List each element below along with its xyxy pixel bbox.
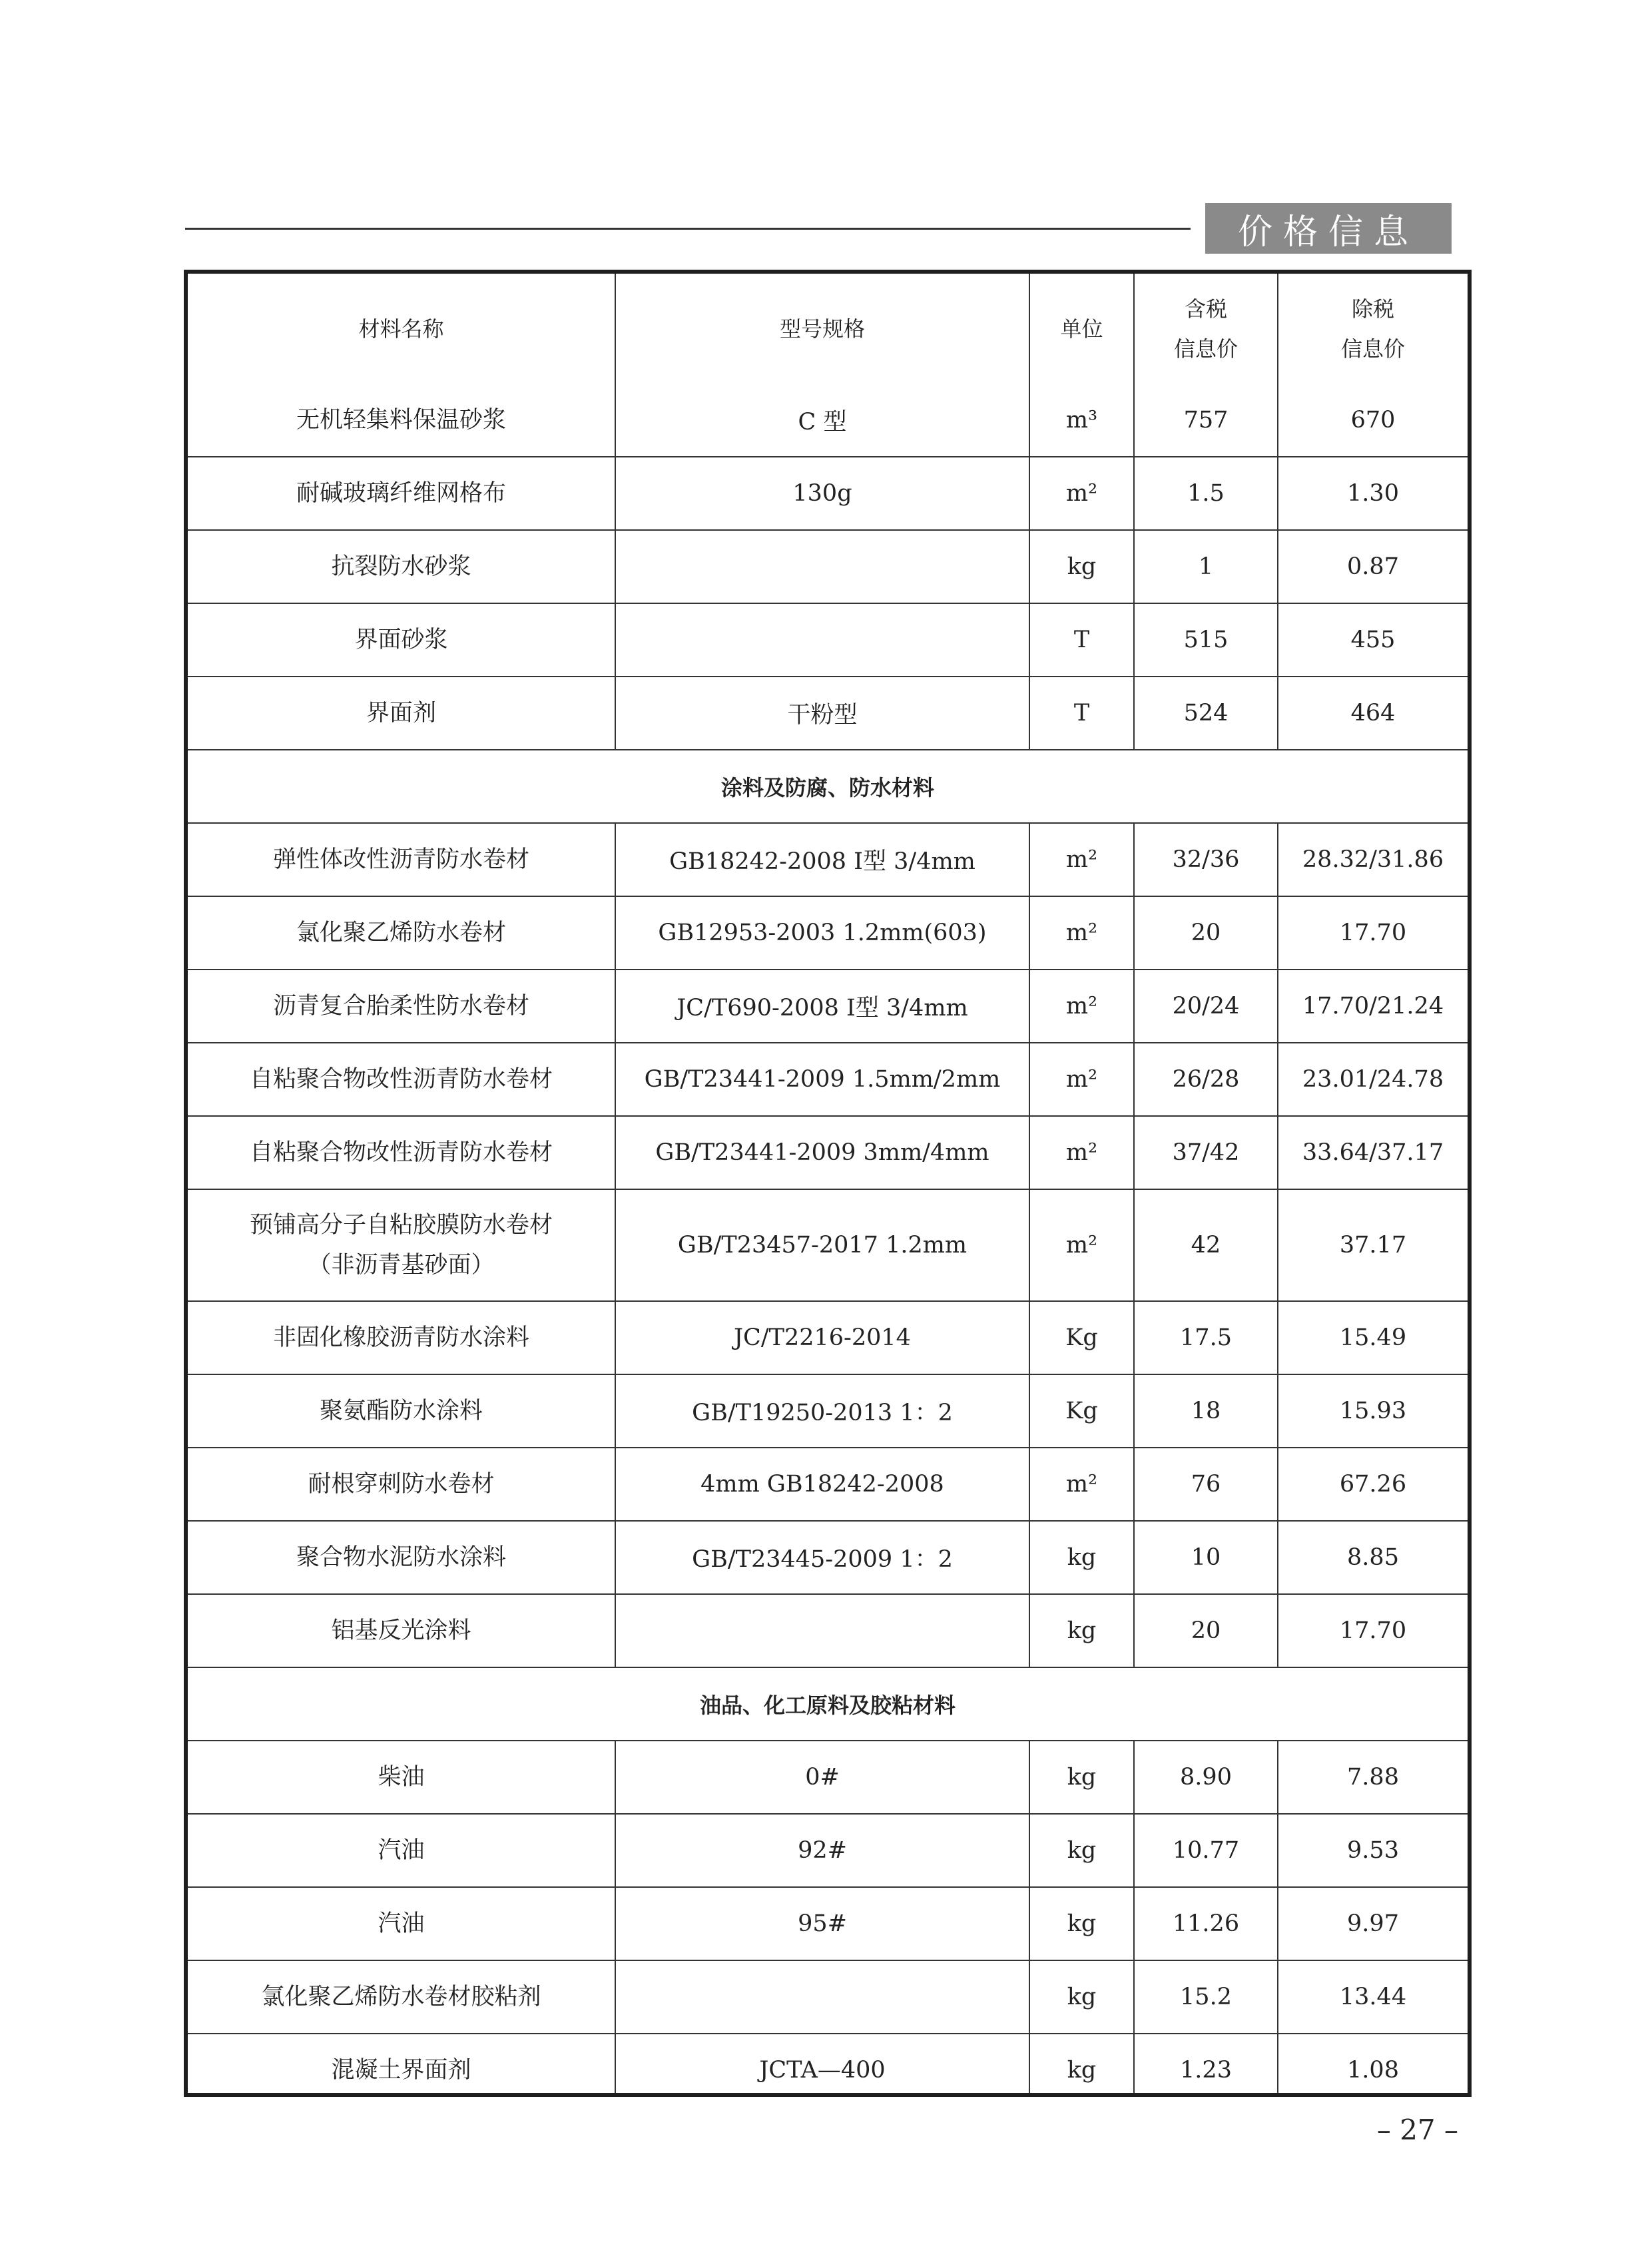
category-row	[188, 1667, 1468, 1741]
material-name-cell: 非固化橡胶沥青防水涂料	[188, 1301, 615, 1374]
tax-exclusive-price-cell: 9.97	[1278, 1887, 1468, 1960]
price-table	[188, 274, 1468, 2097]
unit-cell: kg	[1029, 1814, 1134, 1887]
table-row	[188, 1814, 1468, 1887]
table-row	[188, 530, 1468, 603]
material-name-cell: 耐碱玻璃纤维网格布	[188, 457, 615, 530]
section-title-tab	[1205, 203, 1452, 254]
section-title: 价格信息	[1237, 212, 1419, 252]
header-name: 材料名称	[188, 274, 615, 384]
tax-exclusive-price-cell: 8.85	[1278, 1521, 1468, 1594]
material-name-cell: 柴油	[188, 1741, 615, 1814]
spec-cell: GB/T19250-2013 1：2	[615, 1374, 1029, 1448]
material-name-cell: 自粘聚合物改性沥青防水卷材	[188, 1043, 615, 1116]
spec-cell: 130g	[615, 457, 1029, 530]
tax-exclusive-price-cell: 17.70/21.24	[1278, 970, 1468, 1043]
tax-inclusive-price-cell: 26/28	[1134, 1043, 1278, 1116]
tax-exclusive-price-cell: 9.53	[1278, 1814, 1468, 1887]
tax-inclusive-price-cell: 17.5	[1134, 1301, 1278, 1374]
unit-cell: kg	[1029, 1741, 1134, 1814]
spec-cell	[615, 603, 1029, 677]
unit-cell: kg	[1029, 530, 1134, 603]
unit-cell: kg	[1029, 1594, 1134, 1667]
tax-inclusive-price-cell: 20/24	[1134, 970, 1278, 1043]
table-row	[188, 1887, 1468, 1960]
unit-cell: m²	[1029, 457, 1134, 530]
tax-inclusive-price-cell: 10.77	[1134, 1814, 1278, 1887]
spec-cell: 干粉型	[615, 677, 1029, 750]
material-name-cell: 聚氨酯防水涂料	[188, 1374, 615, 1448]
tax-inclusive-price-cell: 1.23	[1134, 2034, 1278, 2097]
unit-cell: kg	[1029, 1521, 1134, 1594]
material-name-cell: 耐根穿刺防水卷材	[188, 1448, 615, 1521]
material-name-cell: 铝基反光涂料	[188, 1594, 615, 1667]
table-row	[188, 457, 1468, 530]
spec-cell	[615, 1960, 1029, 2034]
spec-cell: GB12953-2003 1.2mm(603)	[615, 896, 1029, 970]
table-row	[188, 1301, 1468, 1374]
table-row	[188, 677, 1468, 750]
tax-exclusive-price-cell: 67.26	[1278, 1448, 1468, 1521]
spec-cell: JC/T690-2008 Ⅰ型 3/4mm	[615, 970, 1029, 1043]
tax-exclusive-price-cell: 23.01/24.78	[1278, 1043, 1468, 1116]
tax-exclusive-price-cell: 670	[1278, 384, 1468, 457]
category-heading: 油品、化工原料及胶粘材料	[188, 1667, 1468, 1741]
tax-inclusive-price-cell: 18	[1134, 1374, 1278, 1448]
tax-exclusive-price-cell: 455	[1278, 603, 1468, 677]
unit-cell: m²	[1029, 1448, 1134, 1521]
material-name-cell	[188, 1189, 615, 1301]
header-tax-exclusive-price: 除税 信息价	[1278, 274, 1468, 384]
tax-inclusive-price-cell: 37/42	[1134, 1116, 1278, 1189]
material-name-cell: 汽油	[188, 1814, 615, 1887]
page-number: – 27 –	[1376, 2113, 1458, 2146]
tax-inclusive-price-cell: 20	[1134, 1594, 1278, 1667]
tax-exclusive-price-cell: 1.30	[1278, 457, 1468, 530]
tax-exclusive-price-cell: 33.64/37.17	[1278, 1116, 1468, 1189]
tax-exclusive-price-cell: 17.70	[1278, 896, 1468, 970]
tax-inclusive-price-cell: 1.5	[1134, 457, 1278, 530]
spec-cell: GB/T23441-2009 1.5mm/2mm	[615, 1043, 1029, 1116]
unit-cell: m²	[1029, 896, 1134, 970]
unit-cell: kg	[1029, 2034, 1134, 2097]
unit-cell: m²	[1029, 1043, 1134, 1116]
tax-inclusive-price-cell: 20	[1134, 896, 1278, 970]
spec-cell: JC/T2216-2014	[615, 1301, 1029, 1374]
unit-cell: kg	[1029, 1887, 1134, 1960]
table-body	[188, 384, 1468, 2097]
material-name-cell: 界面砂浆	[188, 603, 615, 677]
spec-cell: JCTA—400	[615, 2034, 1029, 2097]
material-name-cell: 汽油	[188, 1887, 615, 1960]
spec-cell: 0#	[615, 1741, 1029, 1814]
unit-cell: T	[1029, 677, 1134, 750]
spec-cell: GB/T23457-2017 1.2mm	[615, 1189, 1029, 1301]
material-name-cell: 界面剂	[188, 677, 615, 750]
tax-exclusive-price-cell: 1.08	[1278, 2034, 1468, 2097]
material-name-cell: 无机轻集料保温砂浆	[188, 384, 615, 457]
spec-cell: 4mm GB18242-2008	[615, 1448, 1029, 1521]
category-heading: 涂料及防腐、防水材料	[188, 750, 1468, 823]
table-row	[188, 1594, 1468, 1667]
spec-cell: 95#	[615, 1887, 1029, 1960]
material-name-cell: 聚合物水泥防水涂料	[188, 1521, 615, 1594]
table-row	[188, 1374, 1468, 1448]
table-row	[188, 1960, 1468, 2034]
table-row	[188, 1521, 1468, 1594]
material-name-line: （非沥青基砂面）	[308, 1252, 495, 1278]
header-unit: 单位	[1029, 274, 1134, 384]
tax-exclusive-price-cell: 37.17	[1278, 1189, 1468, 1301]
tax-exclusive-price-cell: 0.87	[1278, 530, 1468, 603]
unit-cell: T	[1029, 603, 1134, 677]
price-table-frame	[184, 270, 1472, 2097]
header-tax-inclusive-price: 含税 信息价	[1134, 274, 1278, 384]
material-name-cell: 弹性体改性沥青防水卷材	[188, 823, 615, 896]
table-row	[188, 823, 1468, 896]
tax-exclusive-price-cell: 7.88	[1278, 1741, 1468, 1814]
table-row	[188, 1448, 1468, 1521]
tax-inclusive-price-cell: 8.90	[1134, 1741, 1278, 1814]
material-name-cell: 自粘聚合物改性沥青防水卷材	[188, 1116, 615, 1189]
tax-exclusive-price-cell: 28.32/31.86	[1278, 823, 1468, 896]
unit-cell: m²	[1029, 1189, 1134, 1301]
table-header-row	[188, 274, 1468, 384]
material-name-cell: 氯化聚乙烯防水卷材胶粘剂	[188, 1960, 615, 2034]
tax-inclusive-price-cell: 524	[1134, 677, 1278, 750]
material-name-cell: 混凝土界面剂	[188, 2034, 615, 2097]
spec-cell: GB/T23445-2009 1：2	[615, 1521, 1029, 1594]
tax-inclusive-price-cell: 1	[1134, 530, 1278, 603]
unit-cell: Kg	[1029, 1301, 1134, 1374]
table-row	[188, 2034, 1468, 2097]
material-name-cell: 氯化聚乙烯防水卷材	[188, 896, 615, 970]
table-row	[188, 1043, 1468, 1116]
category-row	[188, 750, 1468, 823]
spec-cell: 92#	[615, 1814, 1029, 1887]
unit-cell: m²	[1029, 970, 1134, 1043]
table-row	[188, 384, 1468, 457]
tax-inclusive-price-cell: 10	[1134, 1521, 1278, 1594]
table-row	[188, 1116, 1468, 1189]
tax-exclusive-price-cell: 13.44	[1278, 1960, 1468, 2034]
tax-inclusive-price-cell: 15.2	[1134, 1960, 1278, 2034]
tax-exclusive-price-cell: 15.93	[1278, 1374, 1468, 1448]
table-row	[188, 603, 1468, 677]
tax-inclusive-price-cell: 32/36	[1134, 823, 1278, 896]
header-spec: 型号规格	[615, 274, 1029, 384]
unit-cell: kg	[1029, 1960, 1134, 2034]
tax-exclusive-price-cell: 17.70	[1278, 1594, 1468, 1667]
tax-inclusive-price-cell: 76	[1134, 1448, 1278, 1521]
tax-inclusive-price-cell: 515	[1134, 603, 1278, 677]
material-name-cell: 沥青复合胎柔性防水卷材	[188, 970, 615, 1043]
tax-exclusive-price-cell: 464	[1278, 677, 1468, 750]
tax-exclusive-price-cell: 15.49	[1278, 1301, 1468, 1374]
table-row	[188, 1741, 1468, 1814]
tax-inclusive-price-cell: 11.26	[1134, 1887, 1278, 1960]
material-name-cell: 抗裂防水砂浆	[188, 530, 615, 603]
tax-inclusive-price-cell: 757	[1134, 384, 1278, 457]
unit-cell: Kg	[1029, 1374, 1134, 1448]
unit-cell: m³	[1029, 384, 1134, 457]
spec-cell: C 型	[615, 384, 1029, 457]
unit-cell: m²	[1029, 1116, 1134, 1189]
spec-cell: GB/T23441-2009 3mm/4mm	[615, 1116, 1029, 1189]
table-row	[188, 896, 1468, 970]
material-name-line: 预铺高分子自粘胶膜防水卷材	[249, 1212, 553, 1239]
spec-cell	[615, 530, 1029, 603]
table-row	[188, 970, 1468, 1043]
tax-inclusive-price-cell: 42	[1134, 1189, 1278, 1301]
spec-cell: GB18242-2008 Ⅰ型 3/4mm	[615, 823, 1029, 896]
spec-cell	[615, 1594, 1029, 1667]
unit-cell: m²	[1029, 823, 1134, 896]
table-row	[188, 1189, 1468, 1301]
header-rule	[185, 228, 1191, 230]
